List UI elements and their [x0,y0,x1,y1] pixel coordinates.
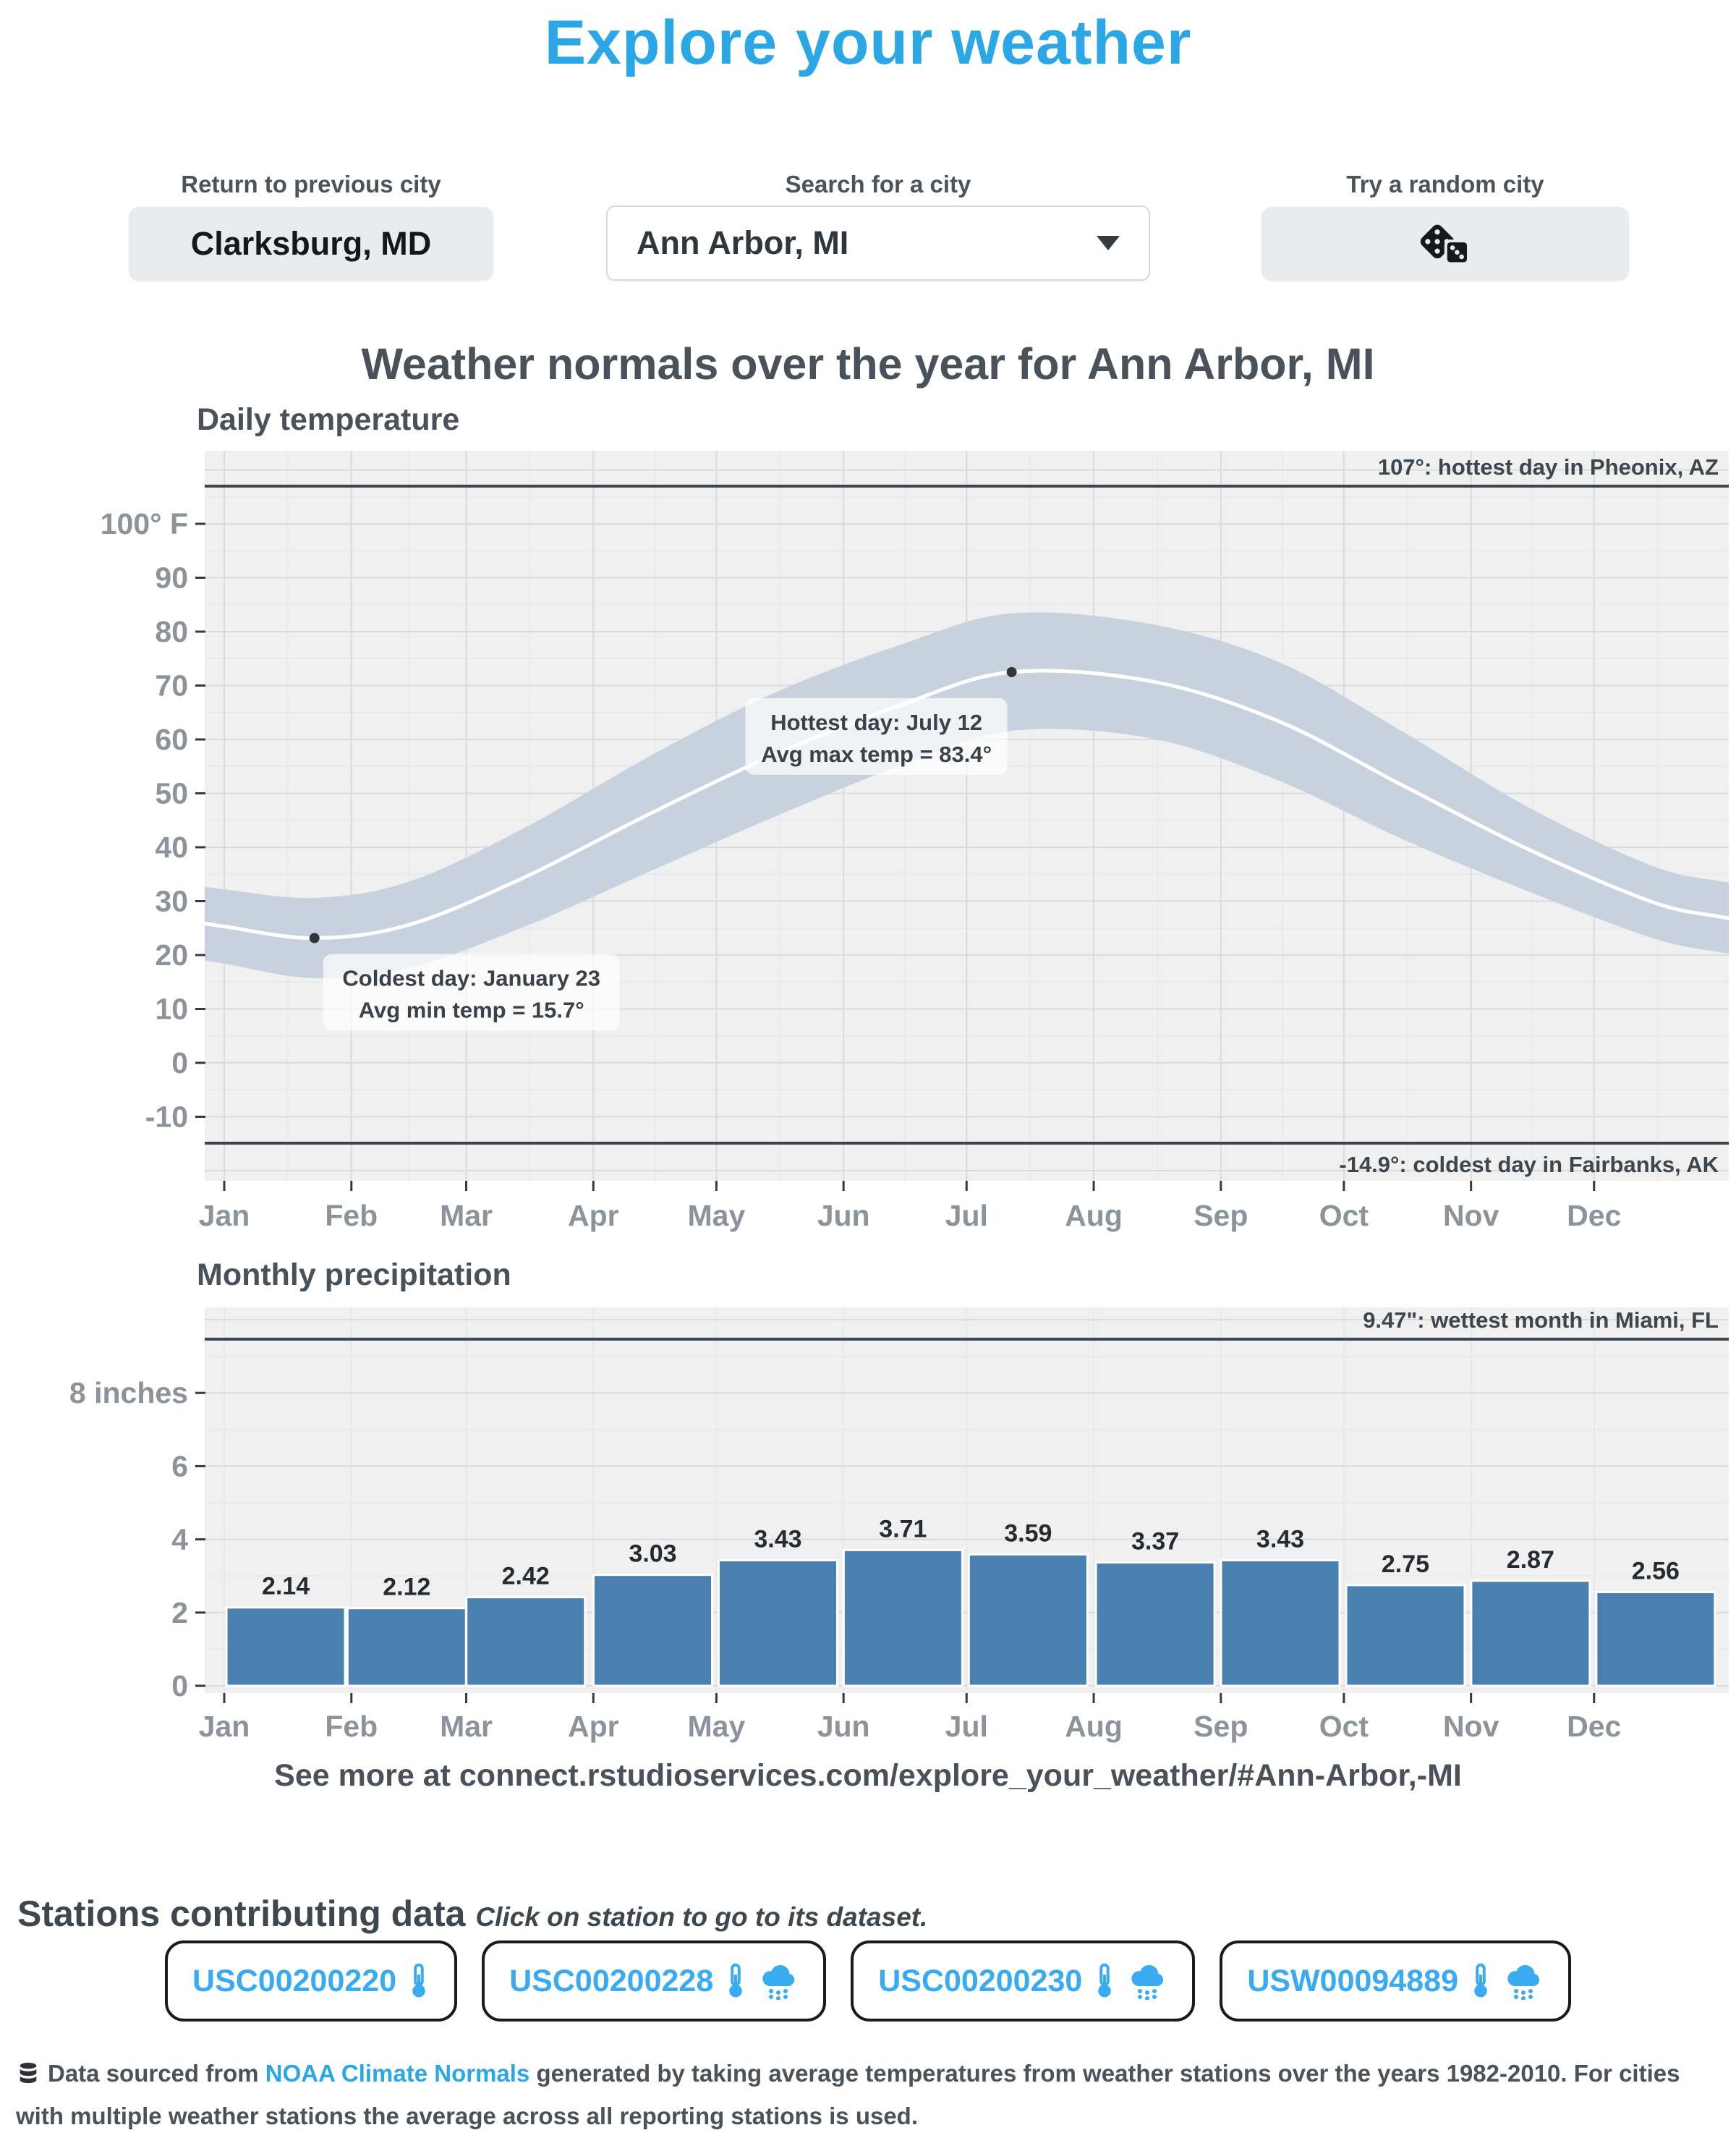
station-id: USC00200220 [192,1963,397,1998]
precip-bar-value: 3.59 [1004,1519,1052,1548]
precip-bar-value: 2.87 [1506,1545,1554,1574]
temp-y-tick-label: 0 [171,1046,188,1079]
annotation-text: Hottest day: July 12 [770,709,983,735]
stations-heading [17,1893,1717,1935]
rain-icon [1127,1962,1167,2000]
reference-line-label: 9.47": wettest month in Miami, FL [1363,1307,1719,1333]
temp-y-tick-label: 10 [155,992,188,1026]
precip-bar-value: 3.03 [629,1540,677,1568]
temp-y-tick-label: 20 [155,938,188,972]
temp-x-tick-label: May [687,1199,746,1232]
search-city-label: Search for a city [785,171,971,198]
thermometer-icon [1470,1962,1492,2000]
station-button-USC00200220[interactable] [165,1940,457,2022]
precip-bar-value: 3.43 [1256,1525,1305,1553]
precip-bar-value: 3.37 [1131,1527,1180,1556]
precip-x-tick-label: Sep [1194,1710,1248,1743]
temp-x-tick-label: Feb [325,1199,378,1232]
previous-city-button[interactable]: Clarksburg, MD [129,207,493,281]
precipitation-chart [69,1307,1729,1743]
temp-y-tick-label: 30 [155,884,188,918]
stations-heading-text: Stations contributing data [17,1893,466,1934]
database-icon [16,2061,41,2085]
precip-x-tick-label: Jun [817,1710,870,1743]
thermometer-icon [1094,1962,1115,2000]
temp-y-tick-label: 40 [155,831,188,864]
footer-note [16,2052,1723,2138]
temp-x-tick-label: Aug [1065,1199,1123,1232]
precip-y-tick-label: 6 [171,1449,188,1483]
temp-x-tick-label: Jul [945,1199,988,1232]
temp-y-tick-label: 80 [155,615,188,648]
precip-bar-Oct [1346,1585,1465,1686]
footer-prefix: Data sourced from [48,2060,259,2087]
thermometer-icon [725,1962,746,2000]
precip-bar-Aug [1096,1562,1214,1686]
temp-x-tick-label: Oct [1319,1199,1369,1232]
station-button-USC00200230[interactable] [851,1940,1195,2022]
precip-x-tick-label: Apr [567,1710,619,1743]
noaa-link[interactable]: NOAA Climate Normals [265,2060,530,2087]
precip-bar-Jan [226,1608,345,1686]
precip-x-tick-label: Oct [1319,1710,1369,1743]
temp-y-tick-label: 60 [155,723,188,756]
station-id: USC00200230 [878,1963,1083,1998]
station-button-USW00094889[interactable] [1220,1940,1571,2022]
temp-y-tick-label: 50 [155,776,188,810]
temp-x-tick-label: Jun [817,1199,870,1232]
precip-x-tick-label: Dec [1567,1710,1622,1743]
charts-header: Weather normals over the year for Ann Arbor, MI [361,339,1375,389]
precip-bar-Mar [467,1598,585,1686]
random-city-label: Try a random city [1346,171,1544,198]
precip-bar-Jul [969,1554,1087,1686]
see-more-link: See more at connect.rstudioservices.com/explore_your_weather/#Ann-Arbor,-MI [274,1758,1462,1793]
footer-suffix: generated by taking average temperatures from weather stations over the years 1982-2010. For cities with multiple weather stations the average across all reporting stations is used. [16,2060,1680,2130]
precip-bar-Apr [594,1575,712,1686]
precip-bar-value: 3.71 [879,1515,927,1543]
precip-x-tick-label: May [687,1710,746,1743]
page-title: Explore your weather [544,8,1192,77]
temp-x-tick-label: Nov [1442,1199,1499,1232]
temp-y-tick-label: -10 [145,1100,188,1134]
station-id: USW00094889 [1247,1963,1458,1998]
precip-bar-Sep [1221,1560,1340,1686]
temp-x-tick-label: Sep [1194,1199,1248,1232]
stations-subheading: Click on station to go to its dataset. [475,1902,928,1932]
rain-icon [758,1962,799,2000]
annotation-point [1007,667,1017,677]
annotation-text: Avg max temp = 83.4° [761,741,992,767]
precip-x-tick-label: Aug [1065,1710,1123,1743]
precip-y-tick-label: 4 [171,1522,188,1556]
precip-x-tick-label: Feb [325,1710,378,1743]
temp-x-tick-label: Dec [1567,1199,1622,1232]
temp-x-tick-label: Apr [567,1199,619,1232]
precip-bar-value: 2.12 [383,1573,431,1601]
precip-y-tick-label: 0 [171,1669,188,1702]
annotation-text: Coldest day: January 23 [342,965,601,991]
reference-line-label: 107°: hottest day in Pheonix, AZ [1377,454,1719,480]
temperature-chart [101,451,1736,1232]
precip-bar-value: 2.42 [501,1562,550,1590]
temp-y-tick-label: 70 [155,669,188,703]
precip-y-tick-label: 8 inches [69,1376,188,1410]
previous-city-label: Return to previous city [181,171,441,198]
precip-bar-Nov [1471,1581,1590,1686]
precip-x-tick-label: Nov [1442,1710,1499,1743]
precip-bar-Dec [1596,1592,1715,1686]
reference-line-label: -14.9°: coldest day in Fairbanks, AK [1339,1152,1719,1178]
temp-x-tick-label: Mar [440,1199,493,1232]
station-id: USC00200228 [509,1963,714,1998]
annotation-point [310,933,320,943]
annotation-text: Avg min temp = 15.7° [358,997,584,1023]
precip-bar-value: 3.43 [754,1525,802,1553]
precip-x-tick-label: Mar [440,1710,493,1743]
temp-x-tick-label: Jan [198,1199,250,1232]
precip-bar-Jun [843,1550,962,1686]
station-button-row [0,1940,1736,2022]
temperature-chart-title: Daily temperature [197,402,460,437]
precipitation-chart-title: Monthly precipitation [197,1257,511,1292]
city-select-value: Ann Arbor, MI [637,224,849,261]
precip-y-tick-label: 2 [171,1595,188,1629]
precip-x-tick-label: Jan [198,1710,250,1743]
precip-bar-value: 2.75 [1381,1550,1430,1578]
precip-bar-May [718,1560,837,1686]
precip-bar-Feb [347,1608,466,1686]
station-button-USC00200228[interactable] [482,1940,826,2022]
temp-y-tick-label: 100° F [100,507,188,540]
rain-icon [1503,1962,1544,2000]
precip-bar-value: 2.14 [261,1572,310,1600]
thermometer-icon [408,1962,430,2000]
precip-x-tick-label: Jul [945,1710,988,1743]
precip-bar-value: 2.56 [1631,1557,1680,1585]
temp-y-tick-label: 90 [155,561,188,595]
